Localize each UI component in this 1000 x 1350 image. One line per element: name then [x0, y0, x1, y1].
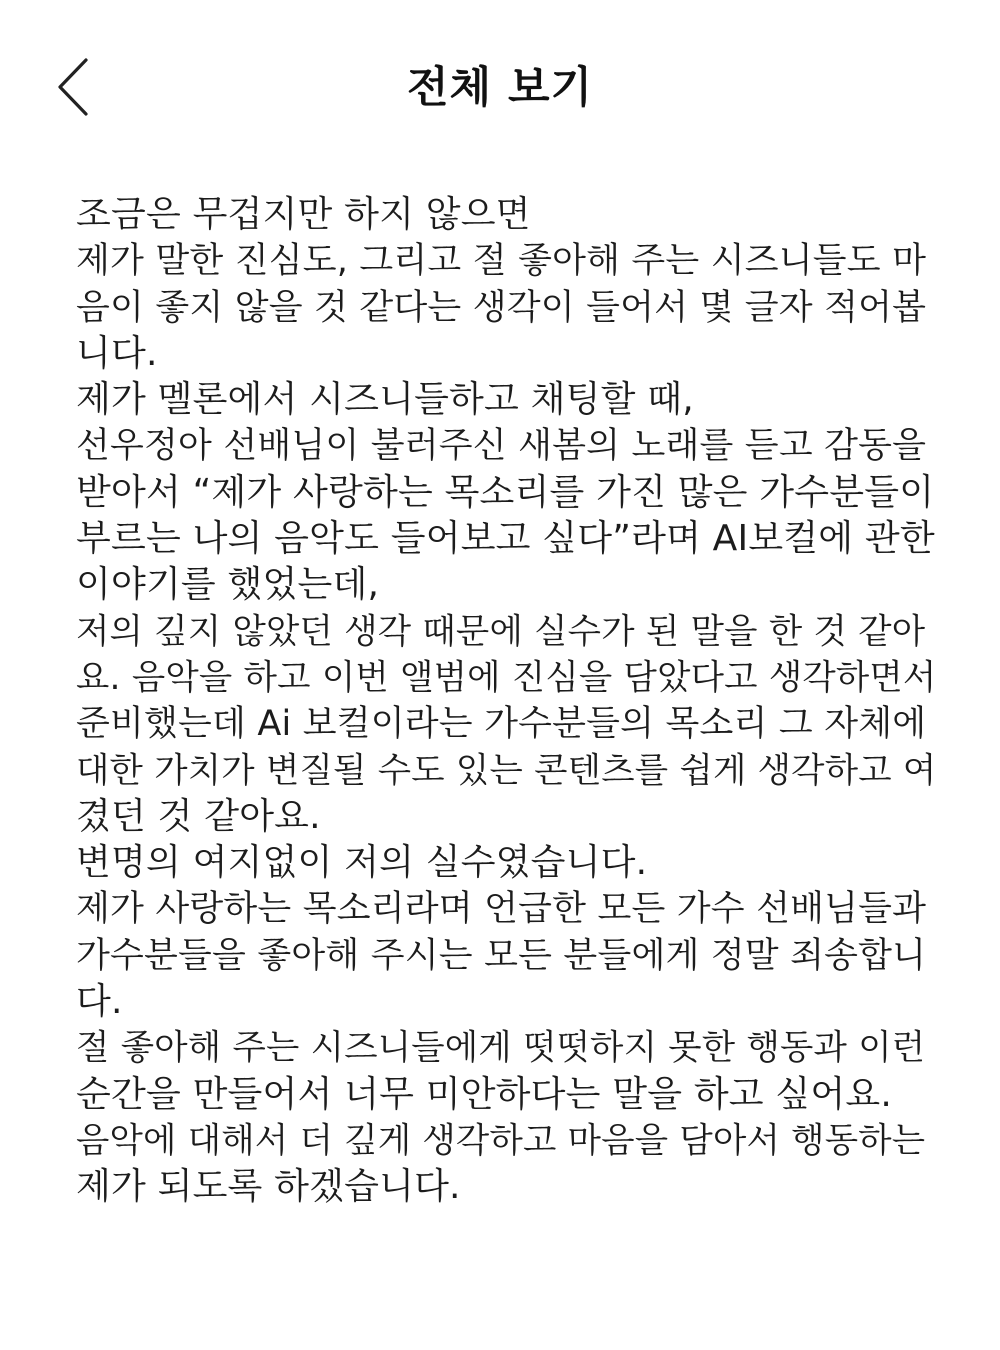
text-line: 대한 가치가 변질될 수도 있는 콘텐츠를 쉽게 생각하고 여 — [76, 750, 937, 791]
text-line: 제가 멜론에서 시즈니들하고 채팅할 때, — [76, 379, 694, 421]
text-line: 음악에 대해서 더 깊게 생각하고 마음을 담아서 행동하는 — [76, 1120, 926, 1161]
text-line: 제가 사랑하는 목소리라며 언급한 모든 가수 선배님들과 — [76, 889, 927, 930]
top-bar — [0, 0, 1000, 170]
text-line: 가수분들을 좋아해 주시는 모든 분들에게 정말 죄송합니 — [76, 935, 927, 976]
text-line: 니다. — [76, 332, 158, 374]
text-line: 순간을 만들어서 너무 미안하다는 말을 하고 싶어요. — [76, 1073, 892, 1115]
text-line: 제가 말한 진심도, 그리고 절 좋아해 주는 시즈니들도 마 — [76, 241, 927, 282]
back-button[interactable] — [44, 52, 100, 122]
text-line: 제가 되도록 하겠습니다. — [76, 1166, 461, 1208]
text-line: 겼던 것 같아요. — [76, 795, 321, 837]
text-line: 다. — [76, 981, 123, 1023]
text-line: 요. 음악을 하고 이번 앨범에 진심을 담았다고 생각하면서 — [76, 657, 937, 698]
text-line: 선우정아 선배님이 불러주신 새봄의 노래를 듣고 감동을 — [76, 426, 927, 467]
text-line: 받아서 “제가 사랑하는 목소리를 가진 많은 가수분들이 — [76, 471, 935, 513]
text-line: 준비했는데 Ai 보컬이라는 가수분들의 목소리 그 자체에 — [76, 704, 927, 745]
text-line: 절 좋아해 주는 시즈니들에게 떳떳하지 못한 행동과 이런 — [76, 1028, 926, 1069]
text-line: 저의 깊지 않았던 생각 때문에 실수가 된 말을 한 것 같아 — [76, 611, 926, 652]
chevron-left-icon — [52, 56, 92, 118]
full-text-body — [76, 192, 936, 1211]
page-title: 전체 보기 — [406, 63, 594, 113]
text-line: 조금은 무겁지만 하지 않으면 — [76, 194, 531, 235]
text-line: 부르는 나의 음악도 들어보고 싶다”라며 AI보컬에 관한 — [76, 518, 935, 560]
text-line: 음이 좋지 않을 것 같다는 생각이 들어서 몇 글자 적어봅 — [76, 287, 927, 328]
text-line: 이야기를 했었는데, — [76, 564, 380, 606]
text-line: 변명의 여지없이 저의 실수였습니다. — [76, 842, 648, 884]
